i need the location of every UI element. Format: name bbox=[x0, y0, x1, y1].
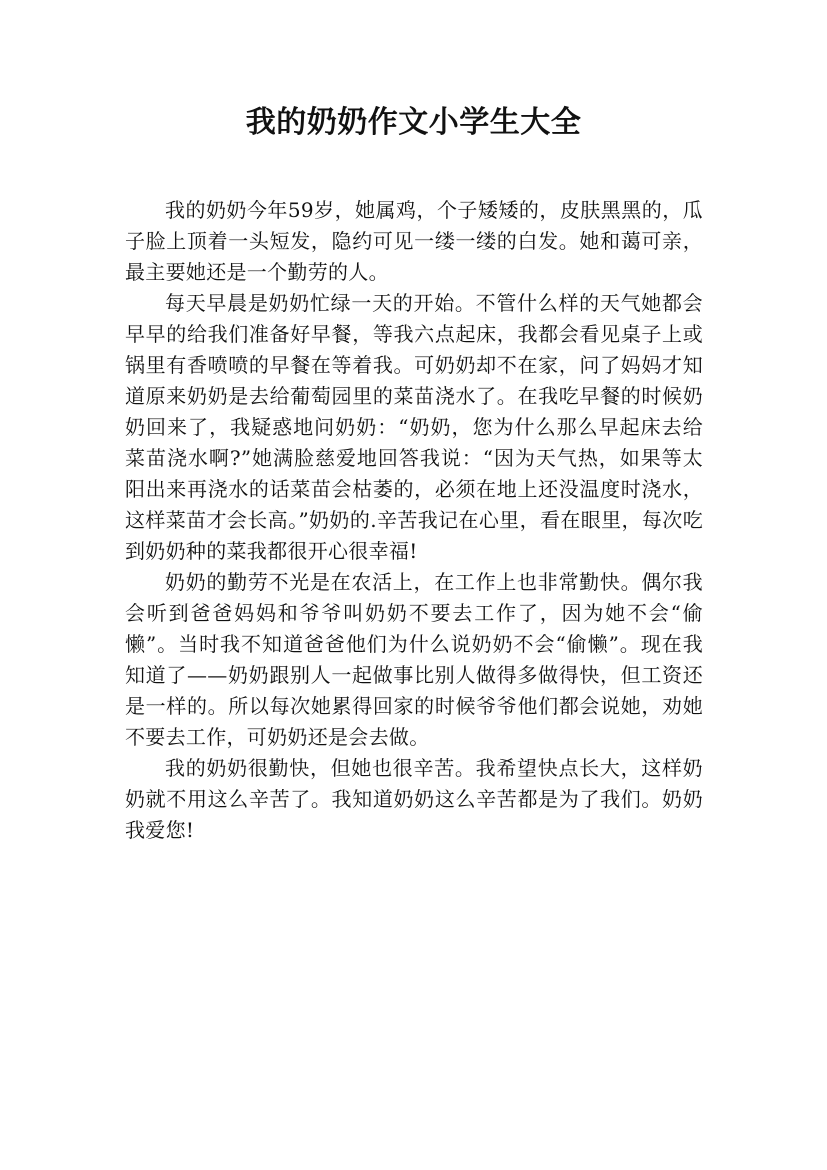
paragraph-2: 每天早晨是奶奶忙绿一天的开始。不管什么样的天气她都会早早的给我们准备好早餐，等我六点起床，我都会看见桌子上或锅里有香喷喷的早餐在等着我。可奶奶却不在家，问了妈妈才知道原来奶奶是去给葡萄园里的菜苗浇水了。在我吃早餐的时候奶奶回来了，我疑惑地问奶奶：“奶奶，您为什么那么早起床去给菜苗浇水啊?”她满脸慈爱地回答我说：“因为天气热，如果等太阳出来再浇水的话菜苗会枯萎的，必须在地上还没温度时浇水，这样菜苗才会长高。”奶奶的.辛苦我记在心里，看在眼里，每次吃到奶奶种的菜我都很开心很幸福! bbox=[125, 291, 703, 563]
paragraph-4: 我的奶奶很勤快，但她也很辛苦。我希望快点长大，这样奶奶就不用这么辛苦了。我知道奶奶这么辛苦都是为了我们。奶奶我爱您! bbox=[125, 756, 703, 842]
document-body bbox=[125, 195, 703, 846]
paragraph-1: 我的奶奶今年59岁，她属鸡，个子矮矮的，皮肤黑黑的，瓜子脸上顶着一头短发，隐约可见一缕一缕的白发。她和蔼可亲，最主要她还是一个勤劳的人。 bbox=[125, 198, 703, 284]
document-title: 我的奶奶作文小学生大全 bbox=[245, 105, 582, 140]
paragraph-3: 奶奶的勤劳不光是在农活上，在工作上也非常勤快。偶尔我会听到爸爸妈妈和爷爷叫奶奶不要去工作了，因为她不会“偷懒”。当时我不知道爸爸他们为什么说奶奶不会“偷懒”。现在我知道了——奶奶跟别人一起做事比别人做得多做得快，但工资还是一样的。所以每次她累得回家的时候爷爷他们都会说她，劝她不要去工作，可奶奶还是会去做。 bbox=[125, 570, 703, 749]
